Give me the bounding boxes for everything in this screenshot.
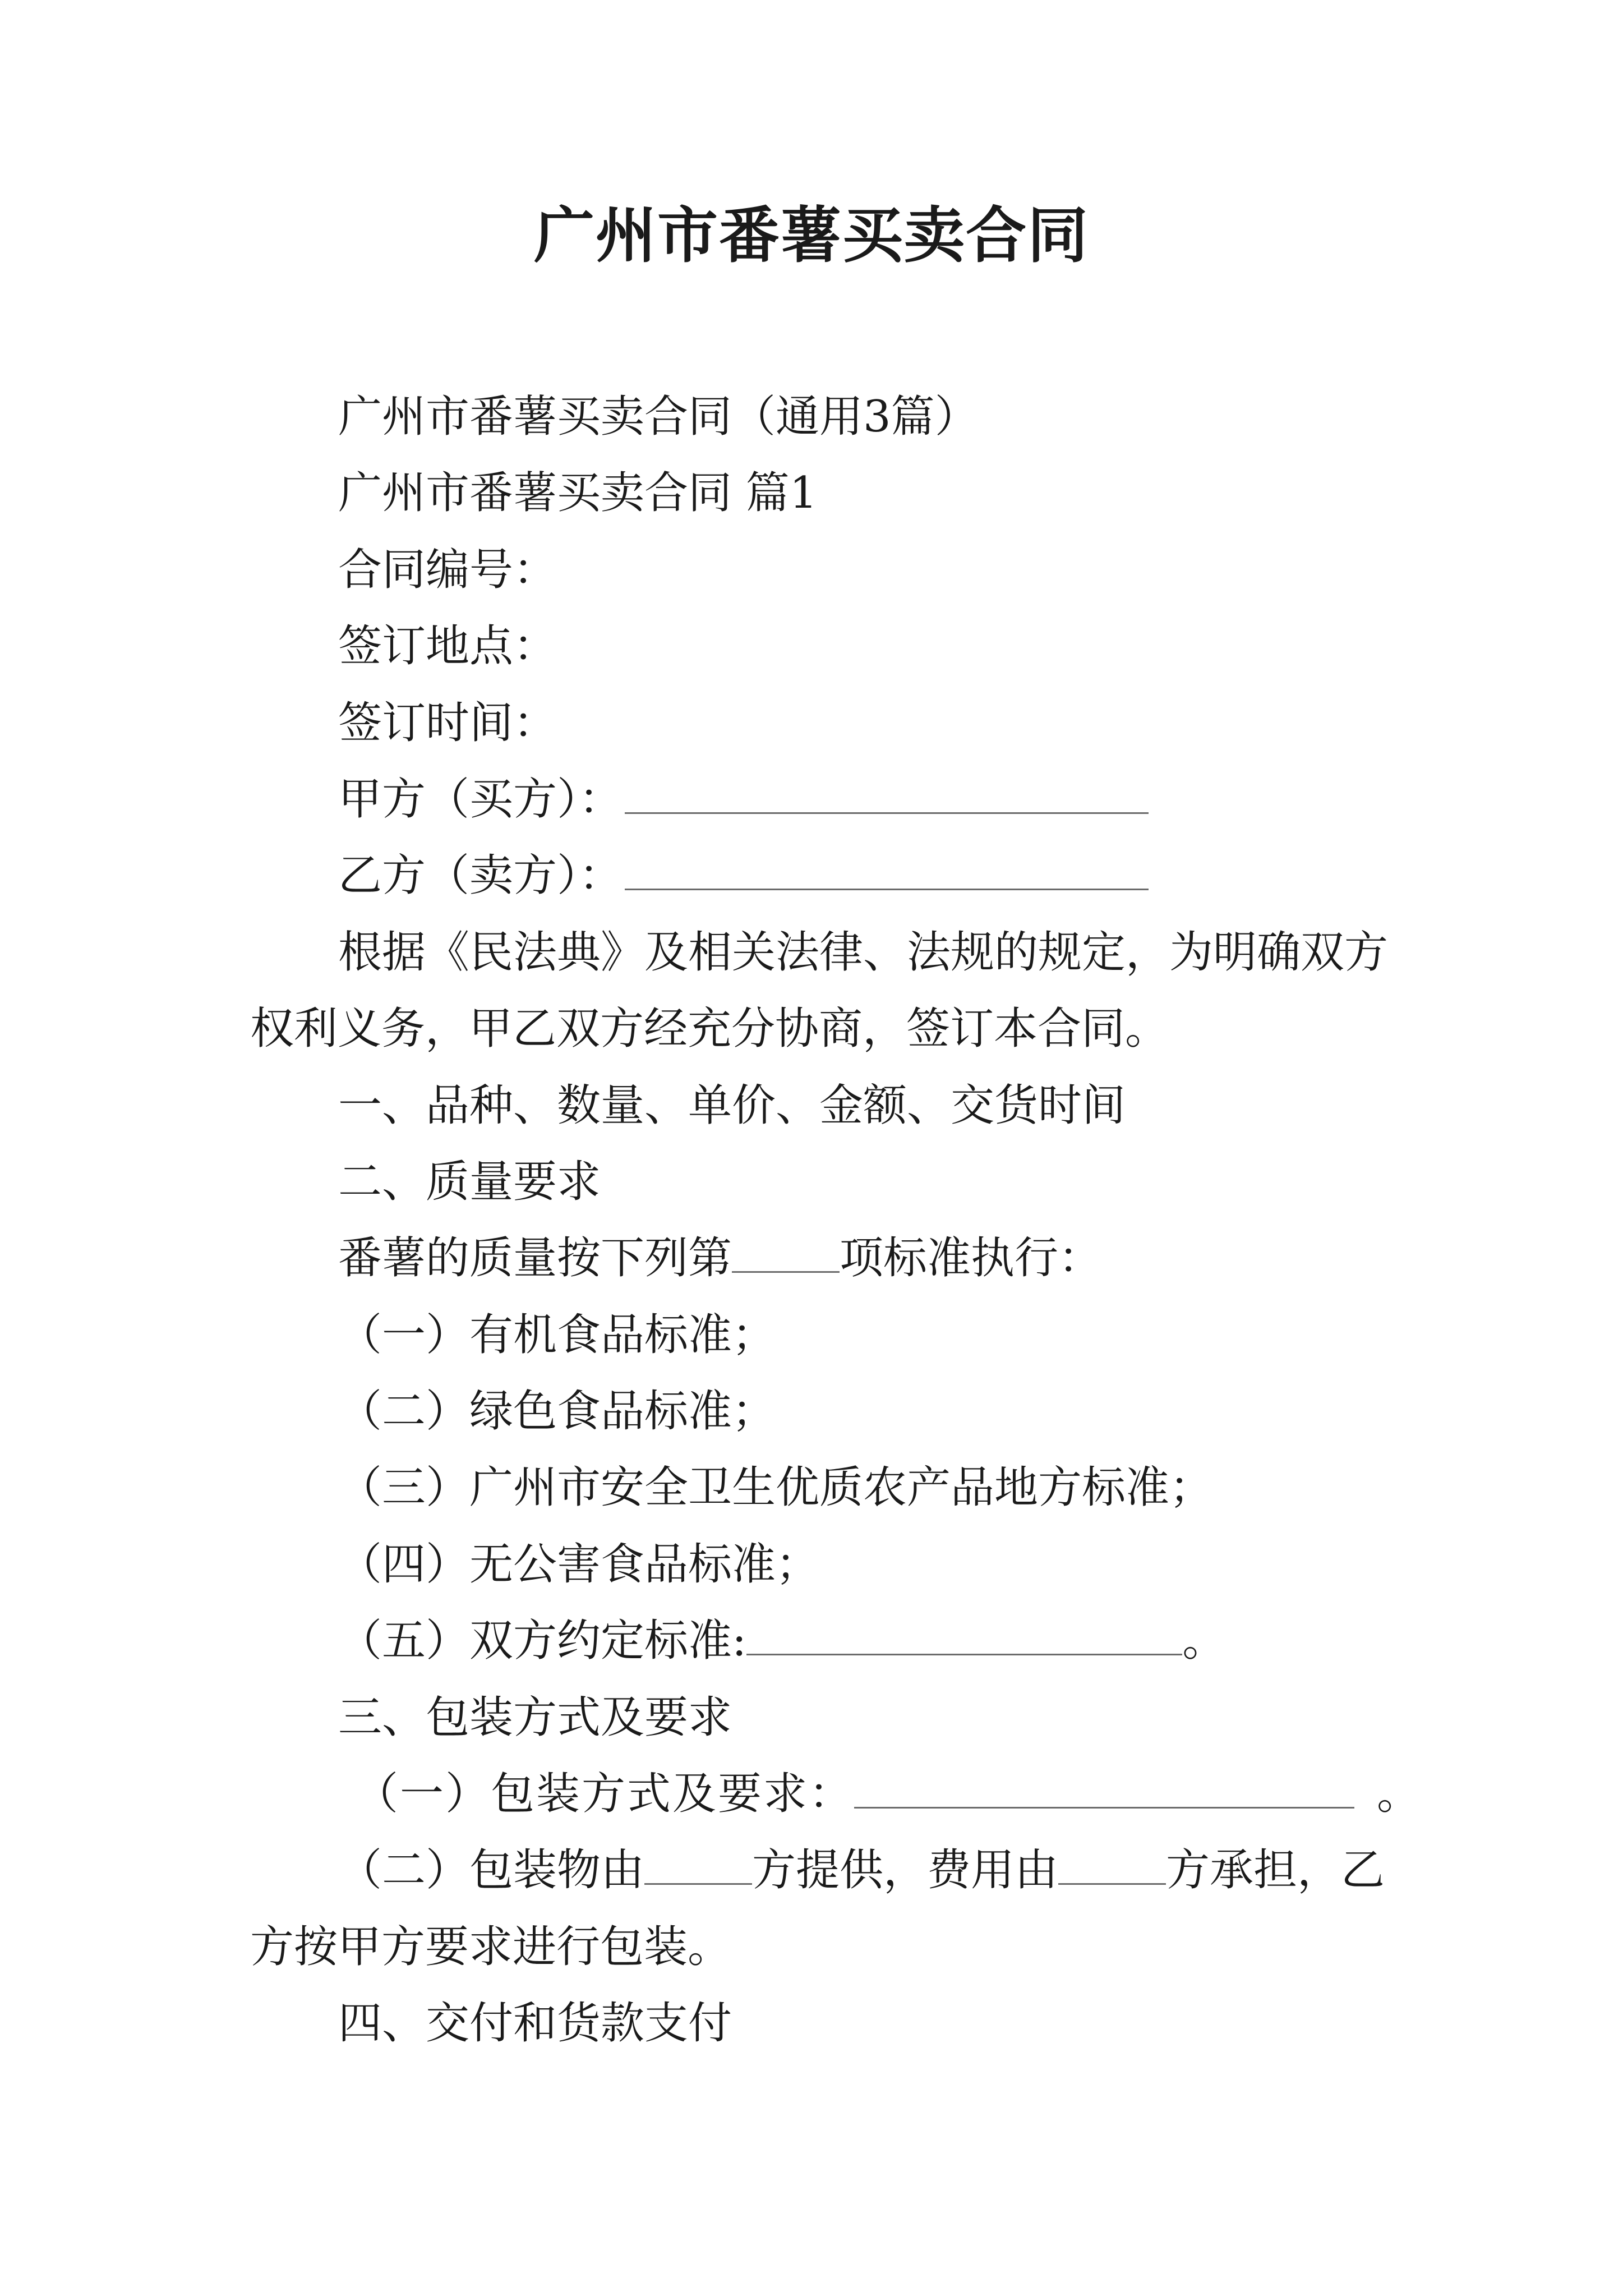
contract-number-label: 合同编号： (338, 544, 557, 595)
packaging-cost-blank (1058, 1849, 1166, 1885)
standard-item: （二）绿色食品标准； (338, 1386, 776, 1437)
packaging-item-1-end: 。 (1377, 1769, 1423, 1820)
section-3-heading: 三、包装方式及要求 (338, 1692, 732, 1743)
agreed-standard-label: （五）双方约定标准: (338, 1616, 747, 1667)
quality-standard-blank (732, 1237, 840, 1273)
standard-item: （四）无公害食品标准； (338, 1539, 820, 1590)
section-2-heading: 二、质量要求 (338, 1156, 601, 1207)
section-4-heading: 四、交付和货款支付 (338, 1998, 732, 2049)
section-1-heading: 一、品种、数量、单价、金额、交货时间 (338, 1080, 1126, 1131)
party-a-line (250, 761, 1405, 838)
packaging-item-2-part-3: 方承担，乙 (1166, 1845, 1385, 1896)
preamble-line-2: 权利义务，甲乙双方经充分协商，签订本合同。 (250, 1004, 1169, 1055)
signing-place-label: 签订地点： (338, 621, 557, 672)
party-b-blank (625, 855, 1149, 890)
document-body (250, 379, 1423, 2062)
preamble-line-1: 根据《民法典》及相关法律、法规的规定，为明确双方 (338, 927, 1389, 978)
packaging-item-2-part-2: 方提供，费用由 (752, 1845, 1059, 1896)
party-a-blank (625, 779, 1149, 814)
quality-intro-after: 项标准执行： (840, 1233, 1103, 1284)
quality-intro-line (250, 1220, 1405, 1296)
signing-time-label: 签订时间： (338, 697, 557, 748)
standard-item: （三）广州市安全卫生优质农产品地方标准； (338, 1462, 1214, 1513)
article-title: 广州市番薯买卖合同 篇1 (338, 468, 818, 519)
party-b-label: 乙方（卖方）： (338, 850, 623, 901)
party-b-line (250, 838, 1405, 914)
agreed-standard-line (250, 1603, 1405, 1679)
agreed-standard-blank (746, 1620, 1182, 1655)
standard-item: （一）有机食品标准； (338, 1309, 776, 1360)
packaging-item-2-line-2: 方按甲方要求进行包装。 (250, 1921, 732, 1972)
packaging-method-blank (854, 1773, 1354, 1809)
quality-intro-before: 番薯的质量按下列第 (338, 1233, 732, 1284)
agreed-standard-end: 。 (1182, 1616, 1227, 1667)
packaging-item-1-label: （一）包装方式及要求： (354, 1769, 855, 1820)
party-a-label: 甲方（买方）： (338, 774, 623, 825)
document-title: 广州市番薯买卖合同 (533, 200, 1089, 271)
packaging-item-1-line (250, 1756, 1423, 1832)
packaging-provider-blank (644, 1849, 752, 1885)
packaging-item-2-line (250, 1832, 1405, 1908)
packaging-item-2-part-1: （二）包装物由 (338, 1845, 645, 1896)
collection-title: 广州市番薯买卖合同（通用3篇） (338, 392, 979, 442)
